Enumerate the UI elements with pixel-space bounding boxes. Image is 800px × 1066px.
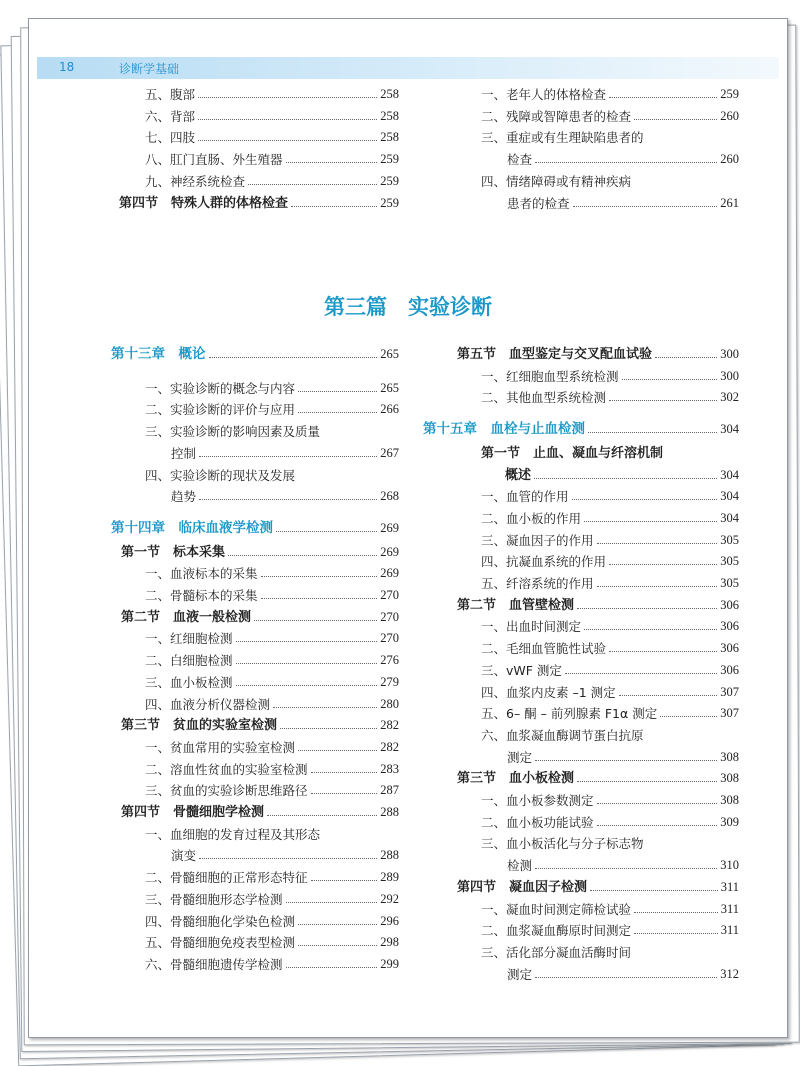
toc-page-number: 300 [720,347,739,361]
toc-entry-title: 第三节 贫血的实验室检测 [121,718,278,734]
toc-entry-title: 第十四章 临床血液学检测 [111,519,273,536]
toc-page-number: 266 [380,402,399,417]
toc-entry-title: 三、实验诊断的影响因素及质量 [145,424,321,440]
toc-section-entry [457,874,739,895]
part-title: 第三篇 实验诊断 [324,294,492,319]
toc-chapter-entry [423,416,739,437]
toc-page-number: 305 [720,554,739,569]
toc-entry-title: 四、血液分析仪器检测 [145,696,271,712]
toc-section-entry [457,341,739,362]
toc-entry-title: 检查 [507,152,533,168]
toc-entry-title: 八、肛门直肠、外生殖器 [145,152,283,168]
toc-entry-title: 四、实验诊断的现状及发展 [145,467,296,483]
toc-entry-title: 五、纤溶系统的作用 [481,576,594,591]
toc-item-entry [145,168,399,189]
toc-section-entry [457,592,739,613]
toc-page-number: 309 [720,814,739,829]
toc-page-number: 306 [720,597,739,612]
dot-leader [572,499,718,500]
toc-page-number: 259 [380,195,399,210]
toc-item-entry [507,961,739,982]
toc-entry-title: 第十五章 血栓与止血检测 [423,421,585,438]
toc-entry-title: 一、凝血时间测定筛检试验 [481,901,632,917]
toc-page-number: 260 [720,152,739,167]
toc-page-number: 292 [380,891,399,906]
toc-item-entry [145,375,399,396]
dot-leader [298,924,377,925]
toc-page-number: 299 [380,956,399,971]
toc-section-entry [457,765,739,786]
toc-item-entry [481,809,739,830]
dot-leader [655,357,717,358]
toc-entry-title: 二、血小板功能试验 [481,814,594,830]
book-title: 诊断学基础 [119,62,180,76]
toc-item-entry [507,190,739,211]
toc-page-number: 279 [380,674,399,689]
dot-leader [590,890,718,891]
toc-item-entry [145,146,399,167]
toc-page-number: 258 [380,130,399,145]
toc-item-entry [171,842,399,863]
toc-page-number: 267 [380,445,399,460]
toc-item-entry [481,613,739,634]
toc-entry-title: 五、腹部 [145,87,196,102]
toc-item-entry [145,777,399,798]
toc-page-number: 270 [380,609,399,624]
toc-entry-title: 三、vWF 测定 [481,662,562,678]
toc-entry-title: 五、6– 酮 – 前列腺素 F1α 测定 [481,706,658,722]
toc-entry-title: 二、血小板的作用 [481,510,582,526]
toc-page-number: 258 [380,108,399,123]
toc-page-number: 306 [720,641,739,656]
dot-leader [199,499,377,500]
toc-entry-title: 第一节 标本采集 [121,544,226,560]
toc-page-number: 311 [720,879,739,894]
dot-leader [634,119,717,120]
toc-page-number: 304 [720,510,739,525]
toc-chapter-entry [111,515,399,536]
dot-leader [584,629,717,630]
toc-section-entry [505,462,739,483]
toc-entry-title: 控制 [171,445,197,461]
dot-leader [236,685,378,686]
toc-entry-title: 一、贫血常用的实验室检测 [145,739,296,755]
toc-page-number: 289 [380,870,399,885]
toc-page-number: 259 [380,152,399,167]
dot-leader [236,663,378,664]
toc-page-number: 280 [380,696,399,711]
toc-item-entry [481,679,739,700]
dot-leader [286,162,378,163]
toc-page-number: 312 [720,966,739,981]
toc-item-entry [145,669,399,690]
toc-item-entry [481,657,739,678]
toc-entry-title: 六、背部 [145,108,196,124]
toc-entry-title: 五、骨髓细胞免疫表型检测 [145,935,296,951]
toc-item-entry [145,647,399,668]
toc-item-entry [145,821,399,842]
toc-page-number: 259 [720,87,739,101]
toc-item-entry [481,527,739,548]
dot-leader [298,412,377,413]
toc-section-entry [121,799,399,820]
toc-entry-title: 二、血浆凝血酶原时间测定 [481,923,632,939]
dot-leader [535,868,717,869]
toc-entry-title: 一、出血时间测定 [481,619,582,635]
dot-leader [261,576,378,577]
toc-page-number: 310 [720,858,739,873]
dot-leader [199,456,377,457]
dot-leader [584,521,717,522]
toc-entry-title: 第四节 特殊人群的体格检查 [119,195,289,211]
dot-leader [298,945,377,946]
toc-item-entry [481,700,739,721]
toc-page-number: 265 [380,380,399,395]
toc-page-number: 261 [720,195,739,210]
toc-entry-title: 第十三章 概论 [111,346,206,362]
toc-page-number: 269 [380,566,399,581]
toc-item-entry [145,908,399,929]
toc-page-number: 304 [720,422,739,437]
toc-entry-title: 第四节 凝血因子检测 [457,879,588,895]
dot-leader [577,608,717,609]
toc-page-number: 298 [380,935,399,950]
toc-entry-title: 第一节 止血、凝血与纤溶机制 [481,445,664,461]
dot-leader [276,531,377,532]
dot-leader [609,400,717,401]
toc-item-entry [145,929,399,950]
toc-entry-title: 第二节 血液一般检测 [121,609,252,625]
toc-item-entry [481,635,739,656]
book-page [28,18,788,1038]
toc-item-entry [145,103,399,124]
toc-entry-title: 三、凝血因子的作用 [481,532,594,548]
toc-item-entry [481,124,739,145]
toc-item-entry [145,864,399,885]
toc-page-number: 287 [380,783,399,798]
toc-entry-title: 一、血小板参数测定 [481,793,594,808]
toc-item-entry [507,744,739,765]
toc-page-number: 307 [720,706,739,721]
toc-entry-title: 检测 [507,858,533,874]
toc-chapter-entry [111,341,399,362]
toc-page-number: 302 [720,390,739,405]
toc-page-number: 308 [720,793,739,807]
toc-page-number: 307 [720,684,739,699]
toc-item-entry [481,570,739,591]
toc-item-entry [145,756,399,777]
dot-leader [534,478,717,479]
toc-entry-title: 九、神经系统检查 [145,173,246,189]
toc-entry-title: 七、四肢 [145,130,196,146]
toc-item-entry [481,505,739,526]
dot-leader [198,119,377,120]
dot-leader [609,564,717,565]
toc-entry-title: 二、毛细血管脆性试验 [481,641,607,657]
dot-leader [198,140,377,141]
dot-leader [535,760,717,761]
dot-leader [565,673,717,674]
toc-section-entry [119,190,399,211]
toc-item-entry [481,830,739,851]
dot-leader [311,793,378,794]
toc-page-number: 306 [720,619,739,634]
toc-entry-title: 一、红细胞血型系统检测 [481,368,619,384]
toc-item-entry [145,124,399,145]
toc-item-entry [481,103,739,124]
dot-leader [273,707,377,708]
dot-leader [209,357,378,358]
toc-entry-title: 患者的检查 [507,195,570,211]
toc-item-entry [145,625,399,646]
dot-leader [597,543,718,544]
toc-page-number: 304 [720,467,739,482]
toc-entry-title: 测定 [507,749,533,765]
toc-item-entry [145,560,399,581]
toc-page-number: 304 [720,489,739,504]
toc-item-entry [145,951,399,972]
toc-section-entry [121,539,399,560]
toc-entry-title: 三、贫血的实验诊断思维路径 [145,783,308,799]
toc-entry-title: 一、实验诊断的概念与内容 [145,380,296,396]
toc-page-number: 300 [720,368,739,383]
toc-entry-title: 六、骨髓细胞遗传学检测 [145,956,283,972]
toc-entry-title: 二、白细胞检测 [145,653,233,669]
toc-entry-title: 四、血浆内皮素 –1 测定 [481,684,616,700]
dot-leader [577,781,717,782]
dot-leader [535,977,717,978]
toc-page-number: 282 [380,739,399,754]
toc-page-number: 308 [720,749,739,764]
toc-entry-title: 一、血液标本的采集 [145,566,258,582]
dot-leader [535,162,717,163]
toc-item-entry [145,396,399,417]
dot-leader [597,825,718,826]
dot-leader [609,97,717,98]
dot-leader [597,803,718,804]
toc-entry-title: 二、骨髓细胞的正常形态特征 [145,870,308,886]
dot-leader [254,620,377,621]
toc-entry-title: 六、血浆凝血酶调节蛋白抗原 [481,727,644,743]
dot-leader [609,651,717,652]
toc-page-number: 308 [720,771,739,786]
toc-entry-title: 第二节 血管壁检测 [457,597,575,613]
dot-leader [298,750,377,751]
toc-entry-title: 二、其他血型系统检测 [481,390,607,406]
toc-entry-title: 二、实验诊断的评价与应用 [145,402,296,418]
toc-item-entry [145,691,399,712]
toc-page-number: 306 [720,662,739,677]
toc-entry-title: 四、骨髓细胞化学染色检测 [145,913,296,929]
toc-entry-title: 一、血细胞的发育过程及其形态 [145,826,321,842]
toc-page-number: 283 [380,761,399,776]
toc-entry-title: 概述 [505,467,532,483]
toc-page-number: 305 [720,532,739,547]
toc-item-entry [481,81,739,102]
toc-page-number: 270 [380,631,399,646]
dot-leader [280,728,377,729]
dot-leader [267,815,377,816]
dot-leader [573,206,718,207]
toc-entry-title: 三、血小板活化与分子标志物 [481,836,644,852]
dot-leader [198,97,377,98]
toc-entry-title: 一、老年人的体格检查 [481,87,607,102]
toc-section-entry [121,712,399,733]
running-header [37,57,779,79]
dot-leader [588,432,717,433]
dot-leader [619,695,718,696]
toc-item-entry [481,787,739,808]
toc-page-number: 270 [380,588,399,602]
toc-page-number: 311 [720,923,739,938]
toc-entry-title: 四、情绪障碍或有精神疾病 [481,173,632,189]
toc-entry-title: 二、溶血性贫血的实验室检测 [145,761,308,777]
toc-item-entry [507,146,739,167]
toc-item-entry [481,363,739,384]
toc-page-number: 288 [380,848,399,863]
toc-page-number: 296 [380,913,399,928]
toc-page-number: 288 [380,805,399,819]
dot-leader [286,902,378,903]
toc-page-number: 305 [720,576,739,590]
toc-section-entry [121,604,399,625]
dot-leader [199,858,377,859]
toc-item-entry [481,483,739,504]
dot-leader [622,379,718,380]
toc-item-entry [481,722,739,743]
dot-leader [634,933,718,934]
toc-item-entry [145,886,399,907]
toc-item-entry [145,582,399,603]
toc-page-number: 260 [720,108,739,123]
toc-entry-title: 二、骨髓标本的采集 [145,588,258,603]
toc-entry-title: 四、抗凝血系统的作用 [481,554,607,570]
toc-entry-title: 第五节 血型鉴定与交叉配血试验 [457,347,653,362]
toc-page-number: 265 [380,347,399,361]
toc-page-number: 282 [380,718,399,733]
toc-item-entry [171,440,399,461]
toc-item-entry [145,462,399,483]
toc-page-number: 268 [380,489,399,504]
toc-entry-title: 三、活化部分凝血活酶时间 [481,944,632,960]
toc-entry-title: 二、残障或智障患者的检查 [481,108,632,124]
toc-item-entry [481,939,739,960]
toc-entry-title: 三、血小板检测 [145,674,233,690]
page-number: 18 [59,60,75,74]
toc-entry-title: 一、红细胞检测 [145,631,233,647]
toc-item-entry [145,418,399,439]
dot-leader [634,912,718,913]
dot-leader [228,555,377,556]
dot-leader [660,716,717,717]
dot-leader [311,880,378,881]
toc-entry-title: 测定 [507,966,533,982]
toc-page-number: 258 [380,87,399,101]
toc-entry-title: 三、重症或有生理缺陷患者的 [481,130,644,146]
toc-page-number: 269 [380,520,399,535]
dot-leader [291,206,377,207]
toc-page-number: 259 [380,173,399,188]
toc-entry-title: 趋势 [171,489,197,505]
toc-item-entry [481,384,739,405]
toc-entry-title: 演变 [171,848,197,864]
toc-item-entry [481,896,739,917]
toc-section-entry [481,440,739,461]
toc-entry-title: 第三节 血小板检测 [457,771,575,787]
dot-leader [248,184,377,185]
toc-item-entry [145,81,399,102]
toc-entry-title: 一、血管的作用 [481,489,569,505]
toc-item-entry [171,483,399,504]
toc-item-entry [145,734,399,755]
toc-item-entry [481,168,739,189]
dot-leader [236,641,378,642]
dot-leader [311,772,378,773]
dot-leader [261,598,378,599]
toc-item-entry [481,917,739,938]
dot-leader [298,391,377,392]
dot-leader [286,967,378,968]
toc-item-entry [481,548,739,569]
toc-page-number: 311 [720,901,739,916]
toc-entry-title: 第四节 骨髓细胞学检测 [121,805,265,820]
toc-item-entry [507,852,739,873]
toc-entry-title: 三、骨髓细胞形态学检测 [145,891,283,907]
toc-page-number: 276 [380,653,399,668]
dot-leader [597,586,718,587]
toc-page-number: 269 [380,544,399,559]
